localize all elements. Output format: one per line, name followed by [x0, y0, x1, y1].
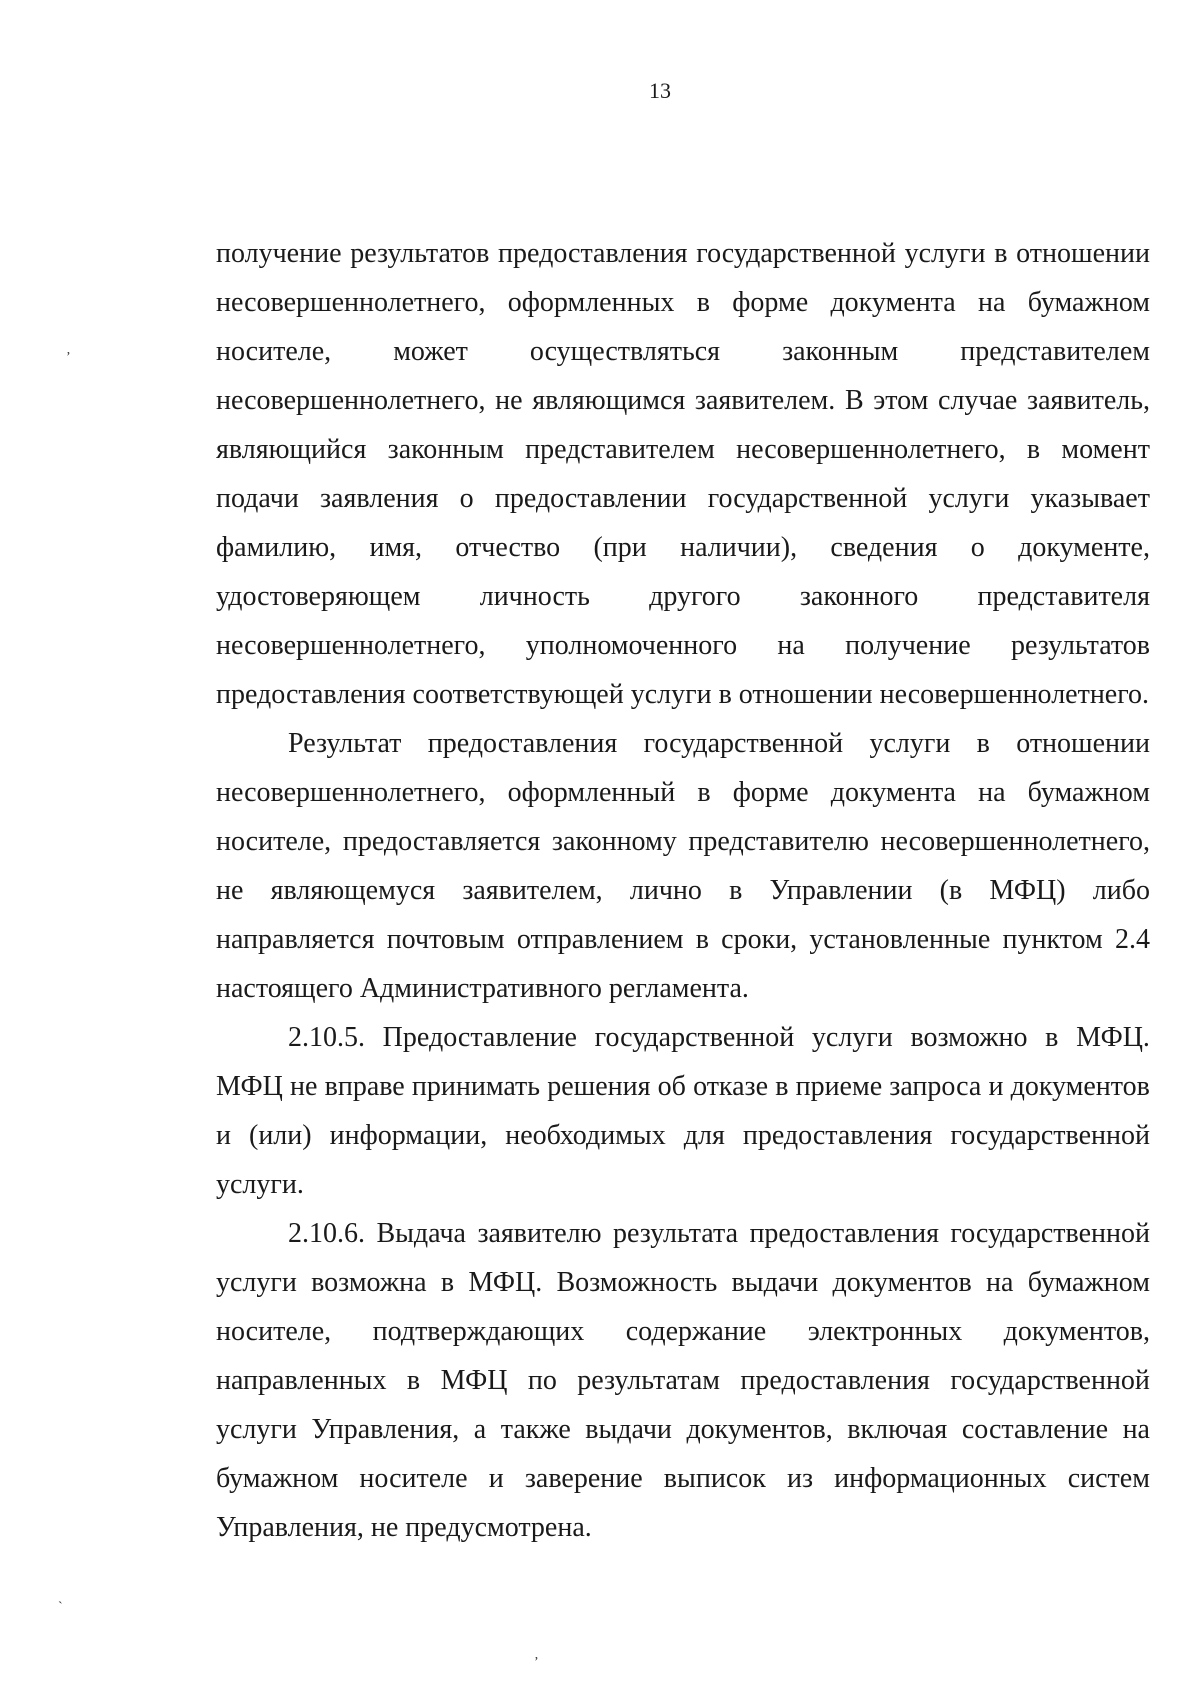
text-line: предоставления соответствующей услуги в отношении несовершеннолетнего.: [216, 679, 1150, 710]
scan-speck: ’: [534, 1655, 539, 1670]
text-line: направленных в МФЦ по результатам предоставления государственной: [216, 1365, 1150, 1396]
text-line: носителе, предоставляется законному представителю несовершеннолетнего,: [216, 826, 1150, 857]
scan-speck: ’: [66, 350, 71, 365]
document-body: [216, 229, 1150, 1552]
text-line: не являющемуся заявителем, лично в Управлении (в МФЦ) либо: [216, 875, 1150, 906]
text-line: направляется почтовым отправлением в сроки, установленные пунктом 2.4: [216, 924, 1150, 955]
text-line: подачи заявления о предоставлении государственной услуги указывает: [216, 483, 1150, 514]
text-line: Результат предоставления государственной услуги в отношении: [288, 728, 1150, 759]
text-line: услуги возможна в МФЦ. Возможность выдачи документов на бумажном: [216, 1267, 1150, 1298]
text-line: несовершеннолетнего, оформленных в форме документа на бумажном: [216, 287, 1150, 318]
text-line: МФЦ не вправе принимать решения об отказе в приеме запроса и документов: [216, 1071, 1150, 1102]
text-line: фамилию, имя, отчество (при наличии), сведения о документе,: [216, 532, 1150, 563]
text-line: несовершеннолетнего, уполномоченного на получение результатов: [216, 630, 1150, 661]
text-line: носителе, подтверждающих содержание электронных документов,: [216, 1316, 1150, 1347]
text-line: Управления, не предусмотрена.: [216, 1512, 592, 1543]
text-line: несовершеннолетнего, не являющимся заявителем. В этом случае заявитель,: [216, 385, 1150, 416]
paragraph: [216, 719, 1150, 1013]
text-line: получение результатов предоставления государственной услуги в отношении: [216, 238, 1150, 269]
text-line: 2.10.5. Предоставление государственной услуги возможно в МФЦ.: [288, 1022, 1150, 1053]
paragraph: [216, 1013, 1150, 1209]
text-line: бумажном носителе и заверение выписок из информационных систем: [216, 1463, 1150, 1494]
text-line: услуги Управления, а также выдачи документов, включая составление на: [216, 1414, 1150, 1445]
text-line: несовершеннолетнего, оформленный в форме документа на бумажном: [216, 777, 1150, 808]
paragraph: [216, 229, 1150, 719]
text-line: услуги.: [216, 1169, 304, 1200]
scan-speck: `: [58, 1600, 63, 1615]
text-line: и (или) информации, необходимых для предоставления государственной: [216, 1120, 1150, 1151]
text-line: настоящего Административного регламента.: [216, 973, 749, 1004]
paragraph: [216, 1209, 1150, 1552]
page-number: 13: [649, 78, 671, 103]
text-line: удостоверяющем личность другого законного представителя: [216, 581, 1150, 612]
text-line: носителе, может осуществляться законным представителем: [216, 336, 1150, 367]
text-line: являющийся законным представителем несовершеннолетнего, в момент: [216, 434, 1150, 465]
text-line: 2.10.6. Выдача заявителю результата предоставления государственной: [288, 1218, 1150, 1249]
